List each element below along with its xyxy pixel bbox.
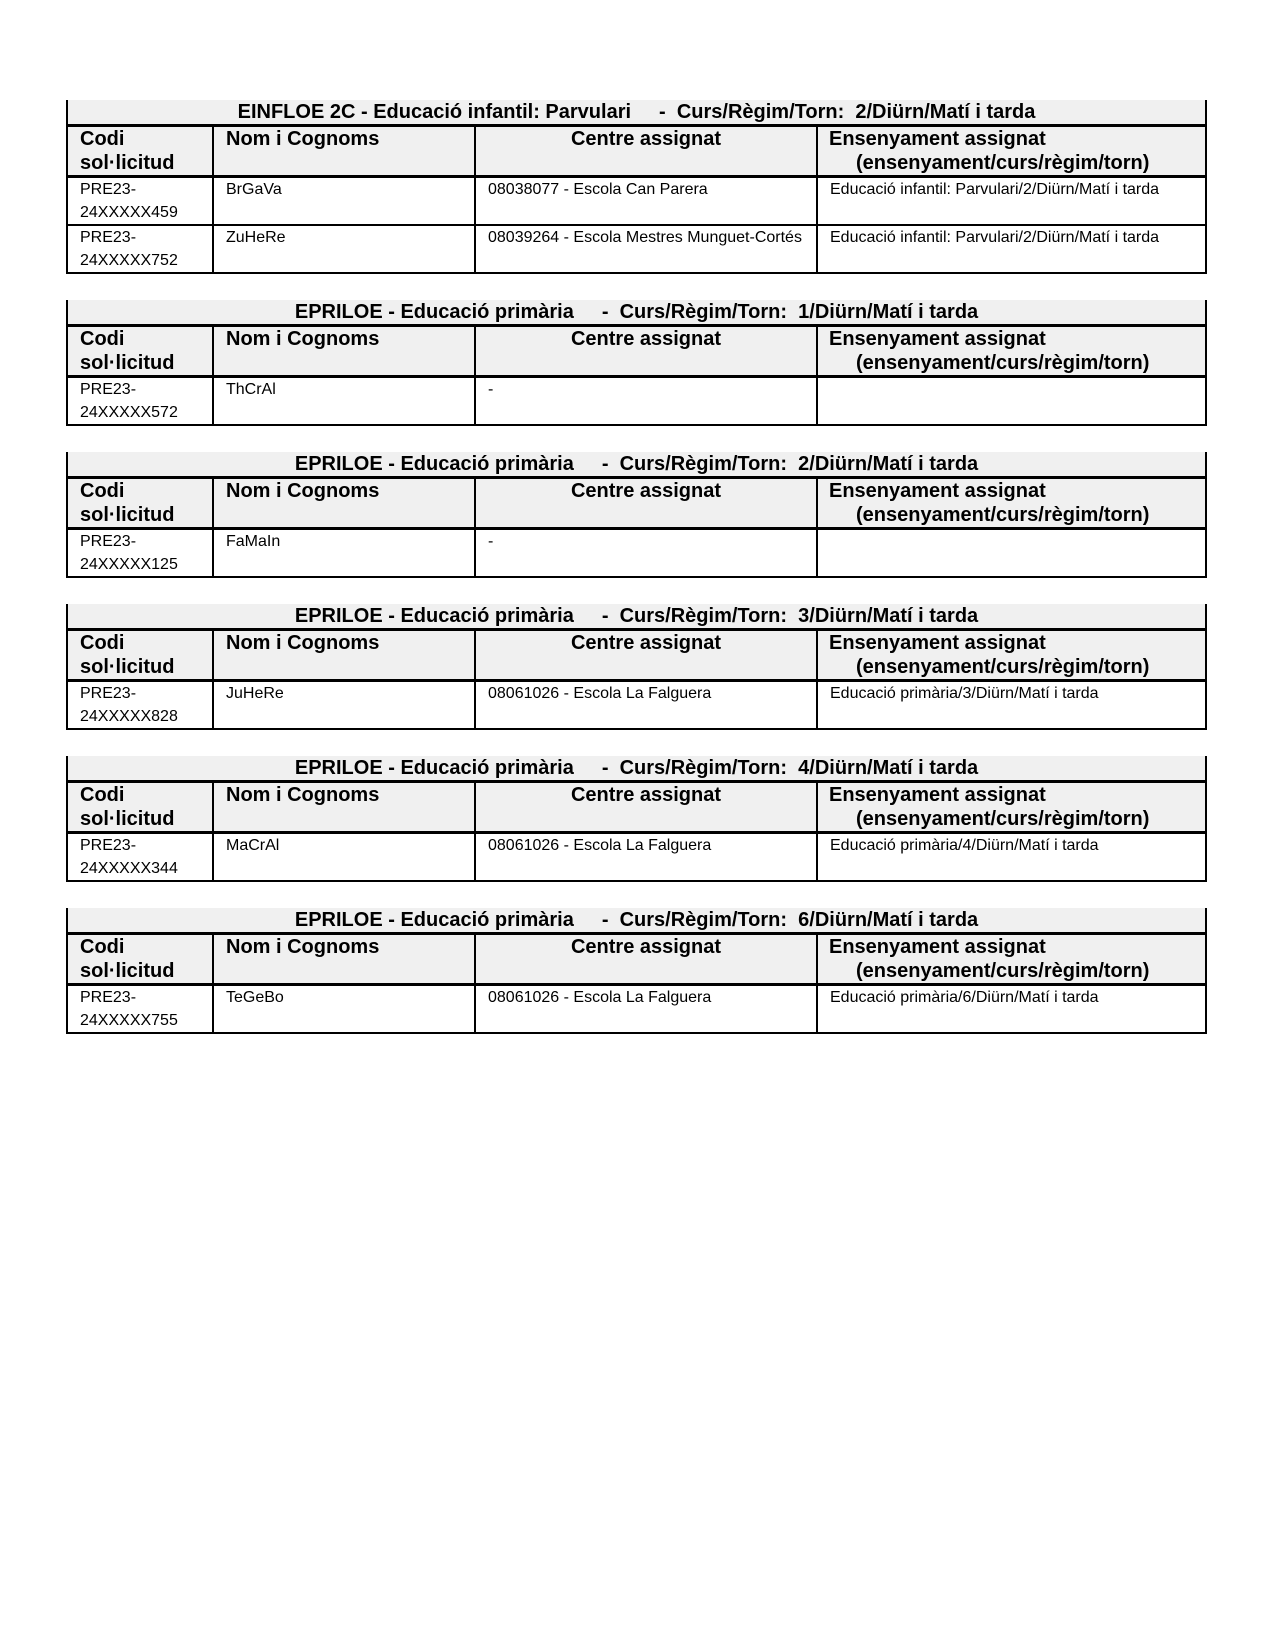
cell-ensenyament: Educació primària/3/Diürn/Matí i tarda <box>817 681 1206 730</box>
header-code-line2: sol·licitud <box>80 152 175 174</box>
cell-code <box>67 177 213 226</box>
header-ens-line2-wrap <box>829 655 1205 679</box>
section-title-course: - Curs/Règim/Torn: 6/Diürn/Matí i tarda <box>601 909 979 931</box>
header-centre-label: Centre assignat <box>570 328 722 350</box>
header-name <box>213 478 475 529</box>
header-ens-line2-wrap <box>829 959 1205 983</box>
cell-code <box>67 225 213 273</box>
header-name-label: Nom i Cognoms <box>226 632 380 654</box>
code-line2: 24XXXXX572 <box>80 404 178 421</box>
header-centre <box>475 126 817 177</box>
section-title-study: EPRILOE - Educació primària <box>294 605 574 627</box>
cell-name: ZuHeRe <box>213 225 475 273</box>
header-ens-line2-wrap <box>829 351 1205 375</box>
cell-code <box>67 377 213 426</box>
section-title-cell <box>67 300 1206 326</box>
header-ens-line2-wrap <box>829 503 1205 527</box>
header-ens-line1: Ensenyament assignat <box>829 480 1046 502</box>
cell-centre: 08038077 - Escola Can Parera <box>475 177 817 226</box>
cell-centre: 08061026 - Escola La Falguera <box>475 833 817 882</box>
header-code-line2: sol·licitud <box>80 504 175 526</box>
code-line1: PRE23- <box>80 381 137 398</box>
header-name <box>213 630 475 681</box>
header-code <box>67 126 213 177</box>
section-title-course: - Curs/Règim/Torn: 2/Diürn/Matí i tarda <box>659 101 1036 123</box>
header-ens-line2: (ensenyament/curs/règim/torn) <box>856 960 1150 982</box>
code-line1: PRE23- <box>80 989 137 1006</box>
code-line2: 24XXXXX828 <box>80 708 178 725</box>
code-line2: 24XXXXX125 <box>80 556 178 573</box>
table-row <box>67 681 1206 730</box>
header-centre <box>475 782 817 833</box>
section-title-study: EPRILOE - Educació primària <box>294 757 574 779</box>
header-name-label: Nom i Cognoms <box>226 128 380 150</box>
cell-centre: 08061026 - Escola La Falguera <box>475 985 817 1034</box>
header-ensenyament <box>817 126 1206 177</box>
cell-ensenyament: Educació infantil: Parvulari/2/Diürn/Matí i tarda <box>817 177 1206 226</box>
code-line2: 24XXXXX344 <box>80 860 178 877</box>
header-row <box>67 478 1206 529</box>
code-line1: PRE23- <box>80 533 137 550</box>
header-code-line2: sol·licitud <box>80 656 175 678</box>
header-name-label: Nom i Cognoms <box>226 480 380 502</box>
cell-name: TeGeBo <box>213 985 475 1034</box>
table-row <box>67 225 1206 273</box>
header-ensenyament <box>817 782 1206 833</box>
code-line1: PRE23- <box>80 181 137 198</box>
header-centre-label: Centre assignat <box>570 128 722 150</box>
header-code <box>67 478 213 529</box>
header-code-line1: Codi <box>80 328 125 350</box>
table-row <box>67 377 1206 426</box>
header-ens-line1: Ensenyament assignat <box>829 936 1046 958</box>
table-row <box>67 833 1206 882</box>
header-code-line2: sol·licitud <box>80 808 175 830</box>
header-name-label: Nom i Cognoms <box>226 784 380 806</box>
header-ens-line1: Ensenyament assignat <box>829 328 1046 350</box>
section-table <box>66 604 1207 730</box>
section-table <box>66 756 1207 882</box>
header-code <box>67 934 213 985</box>
table-row <box>67 177 1206 226</box>
cell-ensenyament <box>817 377 1206 426</box>
header-code <box>67 326 213 377</box>
header-centre <box>475 630 817 681</box>
section-title-cell <box>67 604 1206 630</box>
header-name <box>213 126 475 177</box>
cell-code <box>67 681 213 730</box>
section-title-study: EPRILOE - Educació primària <box>294 301 574 323</box>
section-title-course: - Curs/Règim/Torn: 3/Diürn/Matí i tarda <box>601 605 979 627</box>
header-centre-label: Centre assignat <box>570 784 722 806</box>
header-name-label: Nom i Cognoms <box>226 328 380 350</box>
header-centre <box>475 478 817 529</box>
cell-name: ThCrAl <box>213 377 475 426</box>
section-title <box>67 452 1206 478</box>
header-ensenyament <box>817 326 1206 377</box>
header-ensenyament <box>817 630 1206 681</box>
section-title <box>67 300 1206 326</box>
section-table <box>66 908 1207 1034</box>
cell-centre: - <box>475 377 817 426</box>
header-name <box>213 934 475 985</box>
section-title-course: - Curs/Règim/Torn: 4/Diürn/Matí i tarda <box>601 757 979 779</box>
header-ens-line1: Ensenyament assignat <box>829 128 1046 150</box>
header-centre <box>475 326 817 377</box>
cell-name: FaMaIn <box>213 529 475 578</box>
cell-ensenyament: Educació infantil: Parvulari/2/Diürn/Matí i tarda <box>817 225 1206 273</box>
section-title-cell <box>67 452 1206 478</box>
header-code-line1: Codi <box>80 480 125 502</box>
header-ensenyament <box>817 478 1206 529</box>
code-line1: PRE23- <box>80 685 137 702</box>
header-code-line1: Codi <box>80 632 125 654</box>
section-table <box>66 452 1207 578</box>
header-centre <box>475 934 817 985</box>
header-ens-line2: (ensenyament/curs/règim/torn) <box>856 152 1150 174</box>
section-title-course: - Curs/Règim/Torn: 1/Diürn/Matí i tarda <box>601 301 979 323</box>
section-title <box>67 908 1206 934</box>
header-ensenyament <box>817 934 1206 985</box>
section-title <box>67 756 1206 782</box>
section-title-cell <box>67 100 1206 126</box>
header-name <box>213 782 475 833</box>
section-title-cell <box>67 756 1206 782</box>
section-table <box>66 300 1207 426</box>
cell-code <box>67 833 213 882</box>
cell-centre: - <box>475 529 817 578</box>
section-title-cell <box>67 908 1206 934</box>
code-line1: PRE23- <box>80 229 137 246</box>
cell-centre: 08061026 - Escola La Falguera <box>475 681 817 730</box>
header-ens-line2: (ensenyament/curs/règim/torn) <box>856 656 1150 678</box>
section-title-study: EPRILOE - Educació primària <box>294 909 574 931</box>
header-centre-label: Centre assignat <box>570 936 722 958</box>
header-code-line1: Codi <box>80 784 125 806</box>
section-title-course: - Curs/Règim/Torn: 2/Diürn/Matí i tarda <box>601 453 979 475</box>
section-title-study: EINFLOE 2C - Educació infantil: Parvulari <box>237 101 632 123</box>
section-table <box>66 100 1207 274</box>
cell-ensenyament <box>817 529 1206 578</box>
code-line2: 24XXXXX755 <box>80 1012 178 1029</box>
cell-centre: 08039264 - Escola Mestres Munguet-Cortés <box>475 225 817 273</box>
header-centre-label: Centre assignat <box>570 632 722 654</box>
header-row <box>67 126 1206 177</box>
header-row <box>67 630 1206 681</box>
header-ens-line2: (ensenyament/curs/règim/torn) <box>856 504 1150 526</box>
cell-code <box>67 985 213 1034</box>
header-code-line1: Codi <box>80 128 125 150</box>
cell-name: JuHeRe <box>213 681 475 730</box>
cell-code <box>67 529 213 578</box>
assignment-list <box>66 100 1205 1060</box>
header-code-line1: Codi <box>80 936 125 958</box>
header-centre-label: Centre assignat <box>570 480 722 502</box>
cell-ensenyament: Educació primària/4/Diürn/Matí i tarda <box>817 833 1206 882</box>
header-ens-line2: (ensenyament/curs/règim/torn) <box>856 352 1150 374</box>
header-ens-line1: Ensenyament assignat <box>829 784 1046 806</box>
header-code-line2: sol·licitud <box>80 352 175 374</box>
cell-name: BrGaVa <box>213 177 475 226</box>
section-title-study: EPRILOE - Educació primària <box>294 453 574 475</box>
section-title <box>67 604 1206 630</box>
table-row <box>67 985 1206 1034</box>
header-code-line2: sol·licitud <box>80 960 175 982</box>
header-ens-line1: Ensenyament assignat <box>829 632 1046 654</box>
cell-ensenyament: Educació primària/6/Diürn/Matí i tarda <box>817 985 1206 1034</box>
header-ens-line2-wrap <box>829 151 1205 175</box>
header-code <box>67 630 213 681</box>
header-row <box>67 326 1206 377</box>
header-name-label: Nom i Cognoms <box>226 936 380 958</box>
code-line1: PRE23- <box>80 837 137 854</box>
header-row <box>67 934 1206 985</box>
header-name <box>213 326 475 377</box>
table-row <box>67 529 1206 578</box>
header-ens-line2: (ensenyament/curs/règim/torn) <box>856 808 1150 830</box>
section-title <box>67 100 1206 126</box>
header-code <box>67 782 213 833</box>
header-row <box>67 782 1206 833</box>
header-ens-line2-wrap <box>829 807 1205 831</box>
code-line2: 24XXXXX459 <box>80 204 178 221</box>
cell-name: MaCrAl <box>213 833 475 882</box>
code-line2: 24XXXXX752 <box>80 252 178 269</box>
